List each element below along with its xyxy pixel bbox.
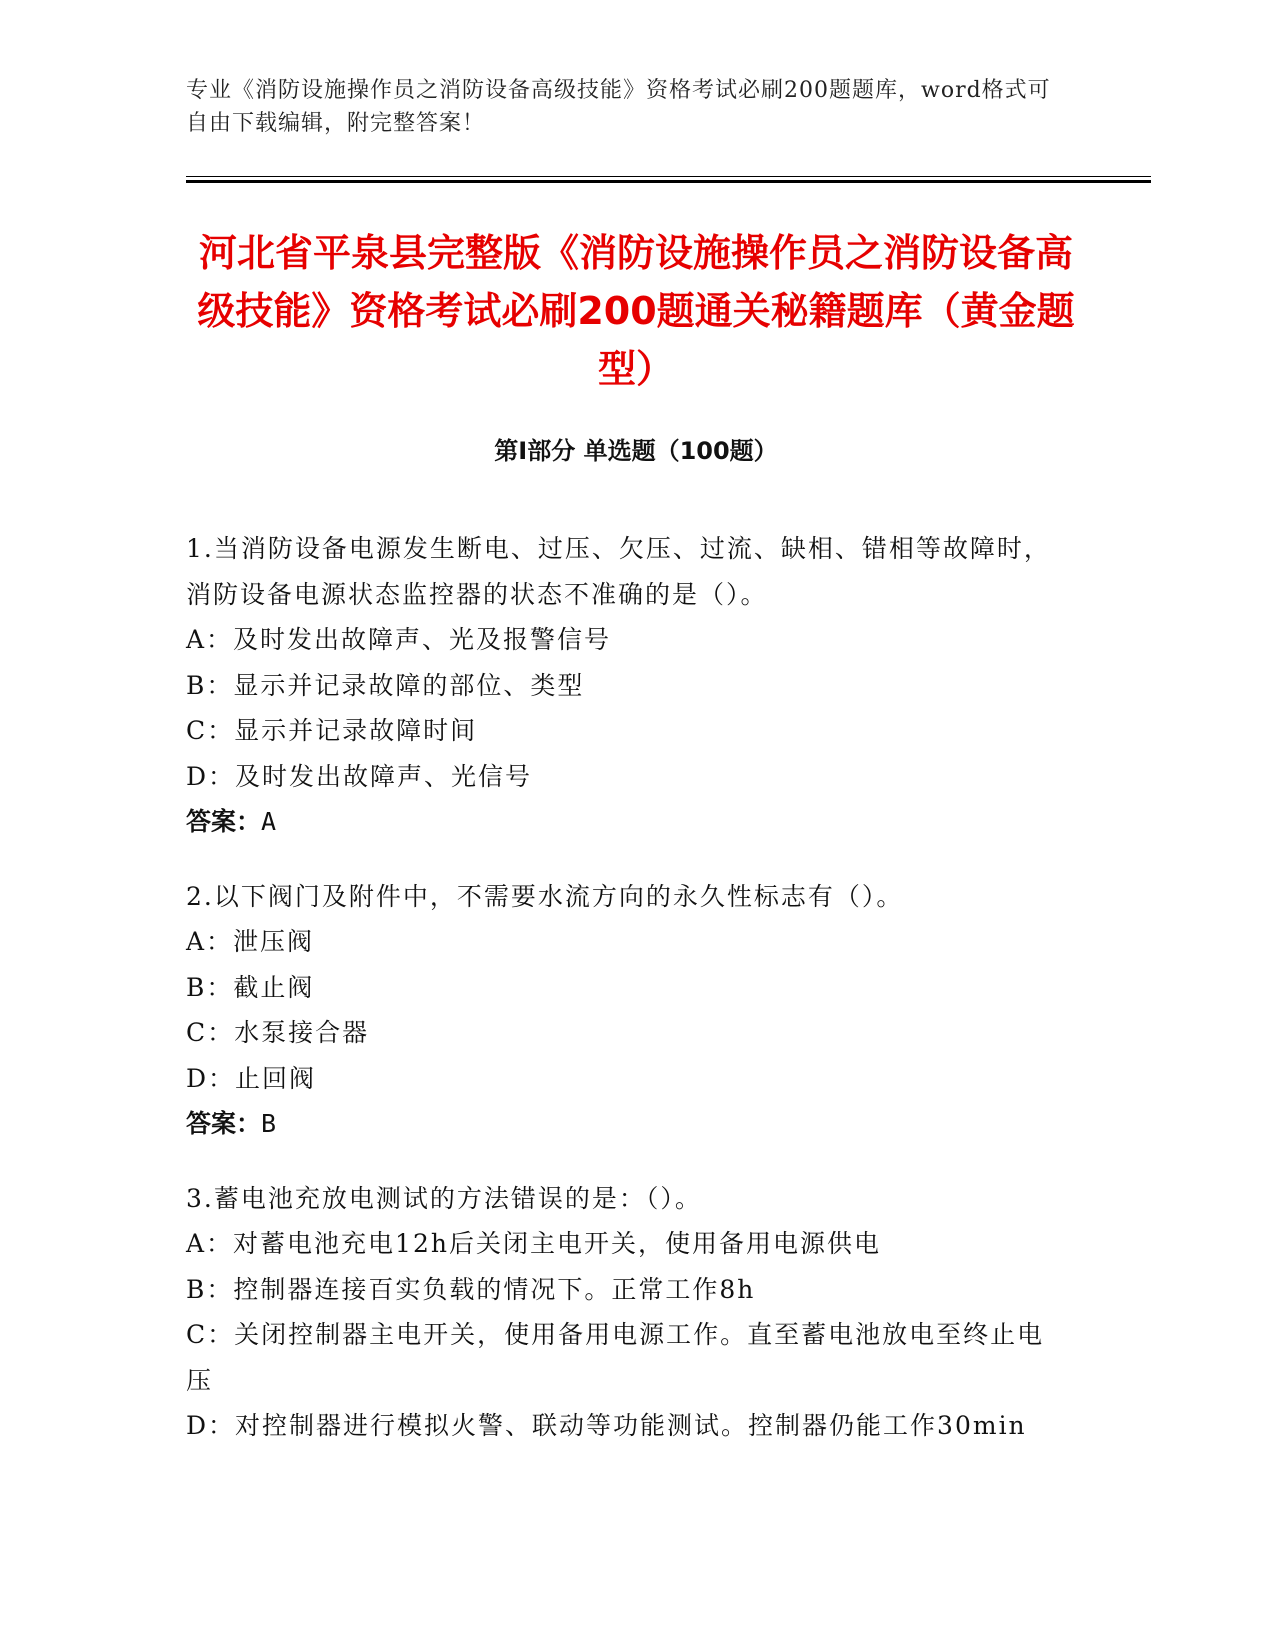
header-divider-thin (186, 176, 1151, 177)
answer-line (186, 799, 1066, 845)
question-1 (186, 526, 1066, 845)
option-c: C：关闭控制器主电开关，使用备用电源工作。直至蓄电池放电至终止电压 (186, 1320, 1045, 1395)
document-title: 河北省平泉县完整版《消防设施操作员之消防设备高级技能》资格考试必刷200题通关秘籍题库（黄金题型） (197, 231, 1075, 391)
option-a: A：对蓄电池充电12h后关闭主电开关，使用备用电源供电 (186, 1229, 881, 1258)
option-d: D：对控制器进行模拟火警、联动等功能测试。控制器仍能工作30min (186, 1411, 1027, 1440)
header-divider-thick (186, 180, 1151, 183)
answer-label: 答案： (186, 1109, 262, 1138)
option-a: A：泄压阀 (186, 927, 315, 956)
header-note: 专业《消防设施操作员之消防设备高级技能》资格考试必刷200题题库，word格式可自由下载编辑，附完整答案！ (186, 78, 1051, 136)
option-a: A：及时发出故障声、光及报警信号 (186, 625, 612, 654)
question-stem: 2.以下阀门及附件中，不需要水流方向的永久性标志有（）。 (186, 881, 904, 911)
option-b: B：截止阀 (186, 972, 315, 1002)
option-c: C：水泵接合器 (186, 1018, 370, 1047)
question-stem: 1.当消防设备电源发生断电、过压、欠压、过流、缺相、错相等故障时，消防设备电源状态监控器的状态不准确的是（）。 (186, 534, 1051, 609)
option-d: D：止回阀 (186, 1063, 317, 1093)
option-c: C：显示并记录故障时间 (186, 716, 478, 745)
answer-value: B (261, 1109, 277, 1138)
question-list (186, 526, 1066, 1478)
question-stem: 3.蓄电池充放电测试的方法错误的是：（）。 (186, 1183, 702, 1213)
section-title: 第Ⅰ部分 单选题（100题） (494, 437, 778, 465)
option-b: B：控制器连接百实负载的情况下。正常工作8h (186, 1274, 756, 1304)
option-d: D：及时发出故障声、光信号 (186, 761, 533, 791)
answer-label: 答案： (186, 807, 262, 836)
question-2 (186, 874, 1066, 1147)
answer-value: A (261, 807, 277, 836)
question-3 (186, 1176, 1066, 1449)
option-b: B：显示并记录故障的部位、类型 (186, 670, 585, 700)
answer-line (186, 1101, 1066, 1147)
